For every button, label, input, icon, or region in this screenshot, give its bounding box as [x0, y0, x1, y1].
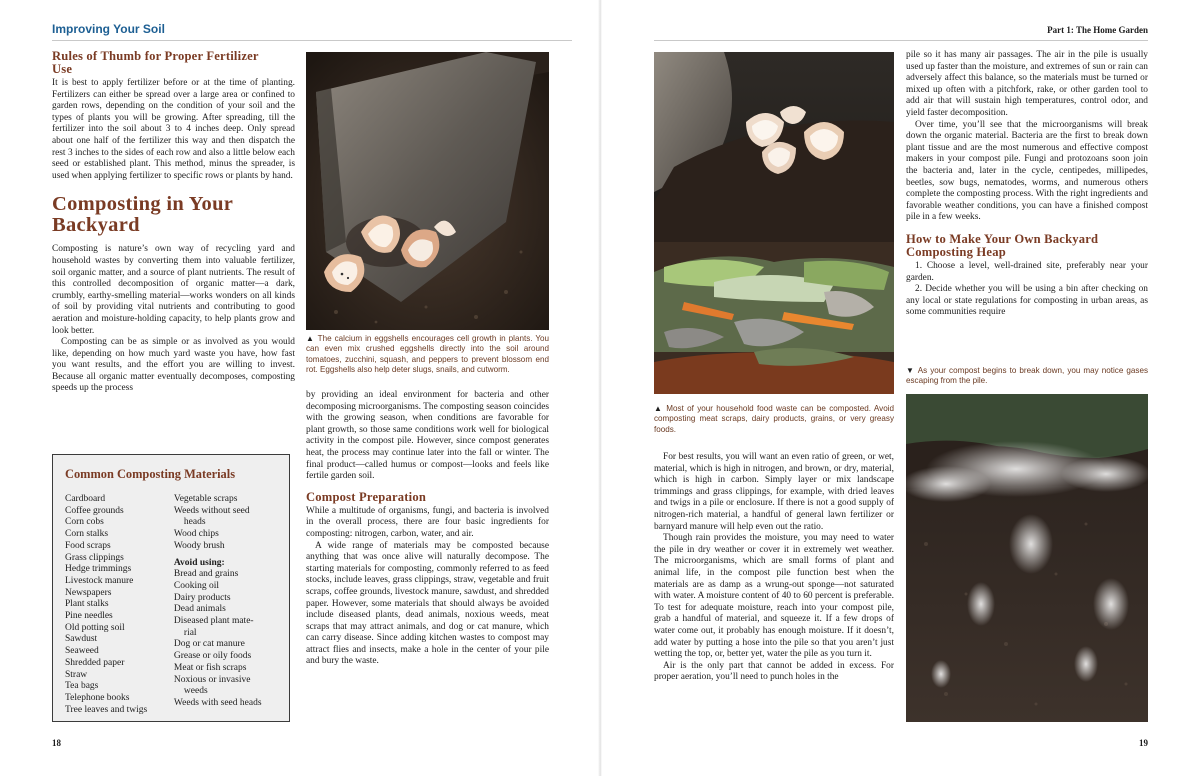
left-column-1: [52, 50, 295, 395]
composting-heading: Composting in Your Backyard: [52, 193, 234, 237]
materials-list-1: [63, 494, 174, 716]
decomposing-paragraph: by providing an ideal environment for bacteria and other decomposing microorganisms. The composting season coincides with the growing season, when conditions are favorable for plant growth, so those same conditions work well for biological activity in the compost pile. However, since compost generates heat, the process may continue later into the fall or winter. The final product—called humus or compost—looks and feels like fertile garden soil.: [306, 390, 549, 482]
material-item: Pine needles: [65, 611, 113, 622]
material-item: Tea bags: [65, 681, 99, 692]
material-item: Corn stalks: [65, 529, 109, 540]
running-head-left: Improving Your Soil: [52, 22, 165, 36]
material-item: Weeds without seed: [173, 505, 250, 516]
material-item: Sawdust: [65, 634, 98, 645]
preparation-paragraph-2: A wide range of materials may be composted because anything that was once alive will naturally decompose. The starting materials for composting, commonly referred to as feed stocks, include leaves, grass clippings, straw, vegetable and fruit scraps, coffee grounds, livestock manure, sawdust, and shredded paper. However, some materials that should always be avoided include diseased plants, dead animals, noxious weeds, meat scraps that may attract animals, and dog or cat manure, which can carry disease. Since adding kitchen wastes to compost may attract flies and insects, make a hole in the center of your pile and bury the waste.: [306, 540, 549, 667]
triangle-marker-icon: ▲: [306, 334, 318, 343]
steaming-compost-photo: [906, 394, 1148, 722]
material-item: Straw: [65, 669, 88, 680]
preparation-paragraph-1: While a multitude of organisms, fungi, and bacteria is involved in the overall process, there are four basic ingredients for composting: nitrogen, carbon, water, and air.: [306, 505, 549, 539]
heap-heading: How to Make Your Own Backyard Composting Heap: [906, 231, 1099, 259]
material-item: Noxious or invasive: [173, 674, 251, 685]
triangle-marker-icon: ▲: [654, 404, 667, 413]
sidebar-title: Common Composting Materials: [65, 467, 236, 481]
material-item: Meat or fish scraps: [173, 662, 247, 673]
material-item: Dog or cat manure: [173, 639, 245, 650]
aeration-paragraph: pile so it has many air passages. The air in the pile is usually used up faster than the moisture, and extremes of sun or rain can adversely affect this balance, so the materials must be turned or mixed up often with a pitchfork, rake, or other garden tool to add air that will sustain high temperatures, control odor, and yield faster decomposition.: [906, 50, 1148, 118]
fertilizer-heading: Rules of Thumb for Proper Fertilizer Use: [52, 49, 259, 76]
right-page: [600, 0, 1200, 776]
material-item: Dead animals: [173, 604, 226, 615]
material-item: rial: [183, 627, 197, 638]
page-number-right: 19: [1139, 738, 1148, 748]
material-item: heads: [183, 517, 206, 528]
material-item: Telephone books: [65, 692, 130, 703]
compost-preparation-heading: Compost Preparation: [306, 489, 427, 504]
material-item: Wood chips: [173, 529, 219, 540]
heap-step: 2. Decide whether you will be using a bin after checking on any local or state regulations for composting in urban areas, as some communities require: [906, 284, 1148, 318]
material-item: Coffee grounds: [65, 505, 124, 516]
air-paragraph: Air is the only part that cannot be added in excess. For proper aeration, you’ll need to punch holes in the: [654, 660, 894, 683]
material-item: Seaweed: [65, 646, 99, 657]
material-item: Tree leaves and twigs: [65, 704, 148, 715]
eggshell-photo: [306, 52, 549, 330]
material-item: Shredded paper: [65, 657, 125, 668]
material-item: Corn cobs: [65, 517, 104, 528]
materials-list-2: [174, 494, 279, 716]
material-item: Vegetable scraps: [173, 494, 238, 504]
microorganisms-paragraph: Over time, you’ll see that the microorganisms will break down the organic material. Bacteria are the first to break down plant tissue and are the most numerous and effective compost makers in your compost pile. Fungi and protozoans soon join the bacteria and, later in the cycle, centipedes, millipedes, beetles, sow bugs, nematodes, worms, and numerous others complete the composting process. With the right ingredients and favorable weather conditions, you can have a finished compost pile in a few weeks.: [906, 119, 1148, 223]
material-item: Livestock manure: [65, 575, 134, 586]
composting-paragraph-2: Composting can be as simple or as involved as you would like, depending on how much yard waste you have, how fast you want results, and the effort you are willing to invest. Because all organic matter eventually decomposes, composting speeds up the process: [52, 337, 295, 394]
page-number-left: 18: [52, 738, 61, 748]
food-waste-caption: ▲ Most of your household food waste can be composted. Avoid composting meat scraps, dairy products, grains, or very greasy foods.: [654, 404, 895, 434]
left-column-2: [306, 390, 549, 668]
moisture-paragraph: Though rain provides the moisture, you may need to water the pile in dry weather or cover it in extremely wet weather. The microorganisms, which are small forms of plant and animal life, in the compost pile function best when the materials are as damp as a wrung-out sponge—not saturated with water. A moisture content of 40 to 60 percent is preferable. To test for adequate moisture, reach into your compost pile, grab a handful of material, and squeeze it. If a few drops of water come out, it probably has enough moisture. If it doesn’t, add water by putting a hose into the pile so that you aren’t just wetting the top, or, better yet, water the pile as you turn it.: [654, 533, 894, 660]
material-item: Grease or oily foods: [173, 651, 252, 662]
header-rule-right: [654, 40, 1148, 41]
header-rule-left: [52, 40, 572, 41]
ratio-paragraph: For best results, you will want an even ratio of green, or wet, material, which is high in nitrogen, and brown, or dry, material, which is high in carbon. Simply layer or mix landscape trimmings and grass clippings, for example, with dried leaves and twigs in a pile or enclosure. If there is not a good supply of nitrogen-rich material, a handful of general lawn fertilizer or barnyard manure will help even out the ratio.: [654, 452, 894, 532]
triangle-marker-icon: ▼: [906, 366, 918, 375]
food-waste-photo: [654, 52, 894, 394]
material-item: Newspapers: [65, 587, 112, 598]
material-item: Diseased plant mate-: [173, 616, 254, 627]
steam-caption: ▼ As your compost begins to break down, you may notice gases escaping from the pile.: [906, 366, 1149, 386]
material-item: Cooking oil: [173, 580, 220, 591]
material-item: Old potting soil: [65, 622, 125, 633]
material-item: Hedge trimmings: [65, 564, 132, 575]
right-column-1: [654, 452, 894, 684]
vegetable-scraps: [654, 256, 894, 366]
material-item: Plant stalks: [65, 599, 109, 610]
material-item: weeds: [183, 686, 208, 697]
right-column-2: [906, 50, 1148, 319]
running-head-right: Part 1: The Home Garden: [1047, 25, 1148, 35]
heap-steps-list: [906, 261, 1148, 319]
avoid-using-label: Avoid using:: [173, 557, 225, 568]
fertilizer-paragraph: It is best to apply fertilizer before or at the time of planting. Fertilizers can either be spread over a large area or confined to garden rows, depending on the condition of your soil and the types of plants you will be growing. After spreading, till the fertilizer into the soil about 3 to 4 inches deep. Only spread about one half of the fertilizer this way and then dispatch the rest 3 inches to the sides of each row and also a little below each seed or established plant. This method, minus the spreader, is used when applying fertilizer to specific rows or plants by hand.: [52, 78, 295, 181]
material-item: Bread and grains: [173, 569, 239, 580]
composting-paragraph-1: Composting is nature’s own way of recycling yard and household wastes by converting them into valuable fertilizer, soil organic matter, and a source of plant nutrients. The result of this controlled decomposition of organic matter—a dark, crumbly, earthy-smelling material—works wonders on all kinds of soil by providing vital nutrients and contributing to good aeration and moisture-holding capacity, to help plants grow and look better.: [52, 244, 295, 336]
material-item: Grass clippings: [65, 552, 124, 563]
material-item: Weeds with seed heads: [173, 697, 262, 708]
material-item: Food scraps: [65, 540, 111, 551]
material-item: Woody brush: [173, 540, 225, 551]
material-item: Cardboard: [65, 494, 106, 504]
common-composting-materials-box: [52, 454, 290, 722]
material-item: Dairy products: [173, 592, 231, 603]
heap-step: 1. Choose a level, well-drained site, preferably near your garden.: [906, 260, 1148, 283]
eggshell-caption: ▲ The calcium in eggshells encourages cell growth in plants. You can even mix crushed eggshells directly into the soil around tomatoes, zucchini, squash, and peppers to prevent blossom end rot. Eggshells also help deter slugs, snails, and cutworm.: [306, 334, 550, 374]
